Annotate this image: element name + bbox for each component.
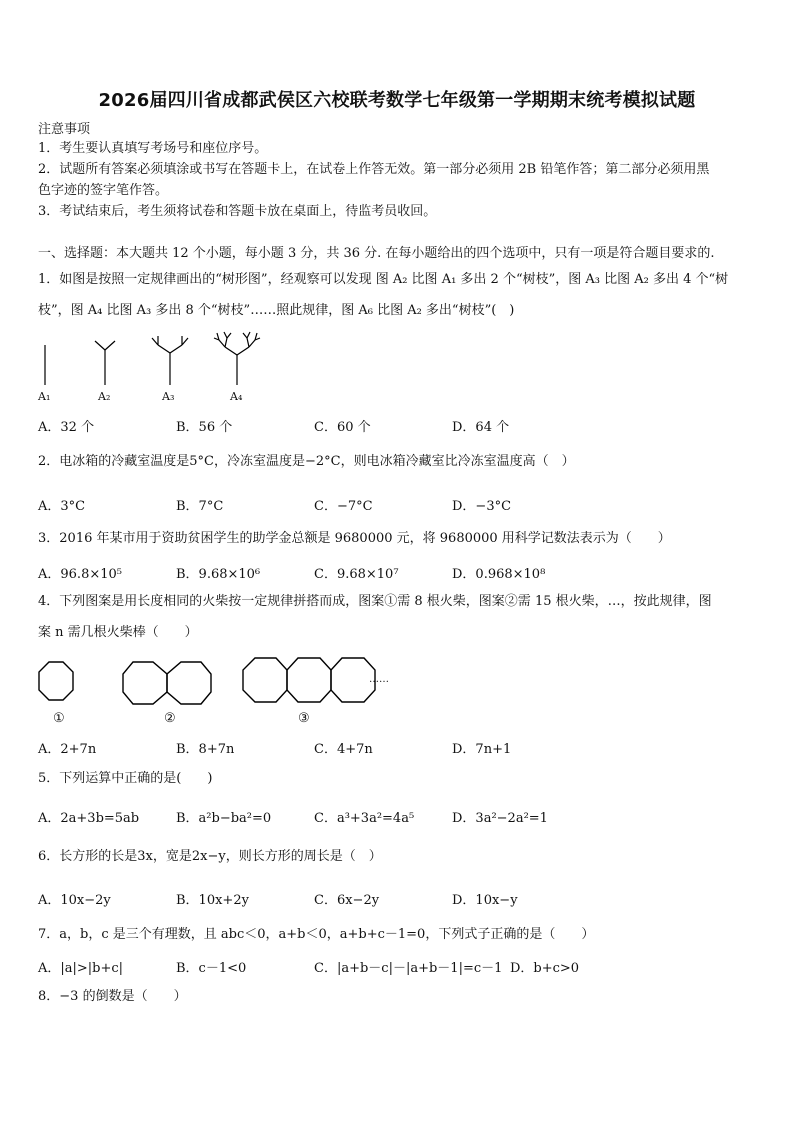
q4-option-d[interactable]: D．7n+1 xyxy=(452,742,512,757)
q4-option-b[interactable]: B．8+7n xyxy=(176,742,235,757)
q2-stem: 2．电冰箱的冷藏室温度是5°C，冷冻室温度是−2°C，则电冰箱冷藏室比冷冻室温度高（ ） xyxy=(38,454,575,469)
q4-stem-line1: 4．下列图案是用长度相同的火柴按一定规律拼搭而成，图案①需 8 根火柴，图案②需 15 根火柴，…，按此规律，图 xyxy=(38,594,712,609)
q7-option-d[interactable]: D．b+c>0 xyxy=(510,961,580,976)
page-title: 2026届四川省成都武侯区六校联考数学七年级第一学期期末统考模拟试题 xyxy=(98,90,696,111)
q5-option-b[interactable]: B．a²b−ba²=0 xyxy=(176,811,272,826)
q1-label-a1: A₁ xyxy=(38,390,51,403)
q4-stem-line2: 案 n 需几根火柴棒（ ） xyxy=(38,625,198,640)
q3-option-b[interactable]: B．9.68×10⁶ xyxy=(176,567,261,582)
q3-option-a[interactable]: A．96.8×10⁵ xyxy=(38,567,122,582)
q3-stem: 3．2016 年某市用于资助贫困学生的助学金总额是 9680000 元，将 9680000 用科学记数法表示为（ ） xyxy=(38,531,671,546)
q1-stem-line2: 枝”，图 A₄ 比图 A₃ 多出 8 个“树枝”……照此规律，图 A₆ 比图 A₂ 多出“树枝”( ) xyxy=(38,303,515,318)
q1-stem-line1: 1．如图是按照一定规律画出的“树形图”，经观察可以发现 图 A₂ 比图 A₁ 多出 2 个“树枝”，图 A₃ 比图 A₂ 多出 4 个“树 xyxy=(38,272,729,287)
q5-option-d[interactable]: D．3a²−2a²=1 xyxy=(452,811,548,826)
q1-label-a2: A₂ xyxy=(98,390,111,403)
notice-item-1: 1．考生要认真填写考场号和座位序号。 xyxy=(38,141,268,156)
q2-option-c[interactable]: C．−7°C xyxy=(314,499,373,514)
q4-label-1: ① xyxy=(53,711,65,726)
q5-option-c[interactable]: C．a³+3a²=4a⁵ xyxy=(314,811,415,826)
q4-option-c[interactable]: C．4+7n xyxy=(314,742,373,757)
notice-heading: 注意事项 xyxy=(38,122,91,137)
q4-continuation-dots: …… xyxy=(369,674,389,685)
q6-stem: 6．长方形的长是3x，宽是2x−y，则长方形的周长是（ ） xyxy=(38,849,382,864)
notice-item-3: 3．考试结束后，考生须将试卷和答题卡放在桌面上，待监考员收回。 xyxy=(38,204,437,219)
q6-option-c[interactable]: C．6x−2y xyxy=(314,893,380,908)
q2-option-a[interactable]: A．3°C xyxy=(38,499,86,514)
q5-stem: 5．下列运算中正确的是( ) xyxy=(38,771,213,786)
q4-label-3: ③ xyxy=(298,711,310,726)
q2-option-d[interactable]: D．−3°C xyxy=(452,499,512,514)
q1-option-d[interactable]: D．64 个 xyxy=(452,420,510,435)
q2-option-b[interactable]: B．7°C xyxy=(176,499,224,514)
q4-option-a[interactable]: A．2+7n xyxy=(38,742,97,757)
q1-label-a4: A₄ xyxy=(230,390,243,403)
q7-option-c[interactable]: C．|a+b－c|－|a+b－1|=c－1 xyxy=(314,961,503,976)
q7-option-a[interactable]: A．|a|>|b+c| xyxy=(38,961,124,976)
notice-item-2: 2．试题所有答案必须填涂或书写在答题卡上，在试卷上作答无效。第一部分必须用 2B 铅笔作答；第二部分必须用黑 xyxy=(38,162,710,177)
q1-label-a3: A₃ xyxy=(162,390,175,403)
q6-option-a[interactable]: A．10x−2y xyxy=(38,893,111,908)
q7-option-b[interactable]: B．c－1<0 xyxy=(176,961,247,976)
q1-option-c[interactable]: C．60 个 xyxy=(314,420,371,435)
q3-option-d[interactable]: D．0.968×10⁸ xyxy=(452,567,546,582)
q6-option-d[interactable]: D．10x−y xyxy=(452,893,518,908)
q1-option-a[interactable]: A．32 个 xyxy=(38,420,95,435)
q4-label-2: ② xyxy=(164,711,176,726)
q1-tree-figure xyxy=(30,325,280,405)
q1-option-b[interactable]: B．56 个 xyxy=(176,420,233,435)
q5-option-a[interactable]: A．2a+3b=5ab xyxy=(38,811,140,826)
q4-octagon-figure xyxy=(30,650,430,730)
q8-stem: 8．−3 的倒数是（ ） xyxy=(38,989,187,1004)
q3-option-c[interactable]: C．9.68×10⁷ xyxy=(314,567,399,582)
q6-option-b[interactable]: B．10x+2y xyxy=(176,893,249,908)
section-heading: 一、选择题：本大题共 12 个小题，每小题 3 分，共 36 分. 在每小题给出的四个选项中，只有一项是符合题目要求的. xyxy=(38,246,715,261)
q7-stem: 7．a，b，c 是三个有理数，且 abc＜0，a+b＜0，a+b+c－1=0，下列式子正确的是（ ） xyxy=(38,927,595,942)
notice-item-2-cont: 色字迹的签字笔作答。 xyxy=(38,183,169,198)
